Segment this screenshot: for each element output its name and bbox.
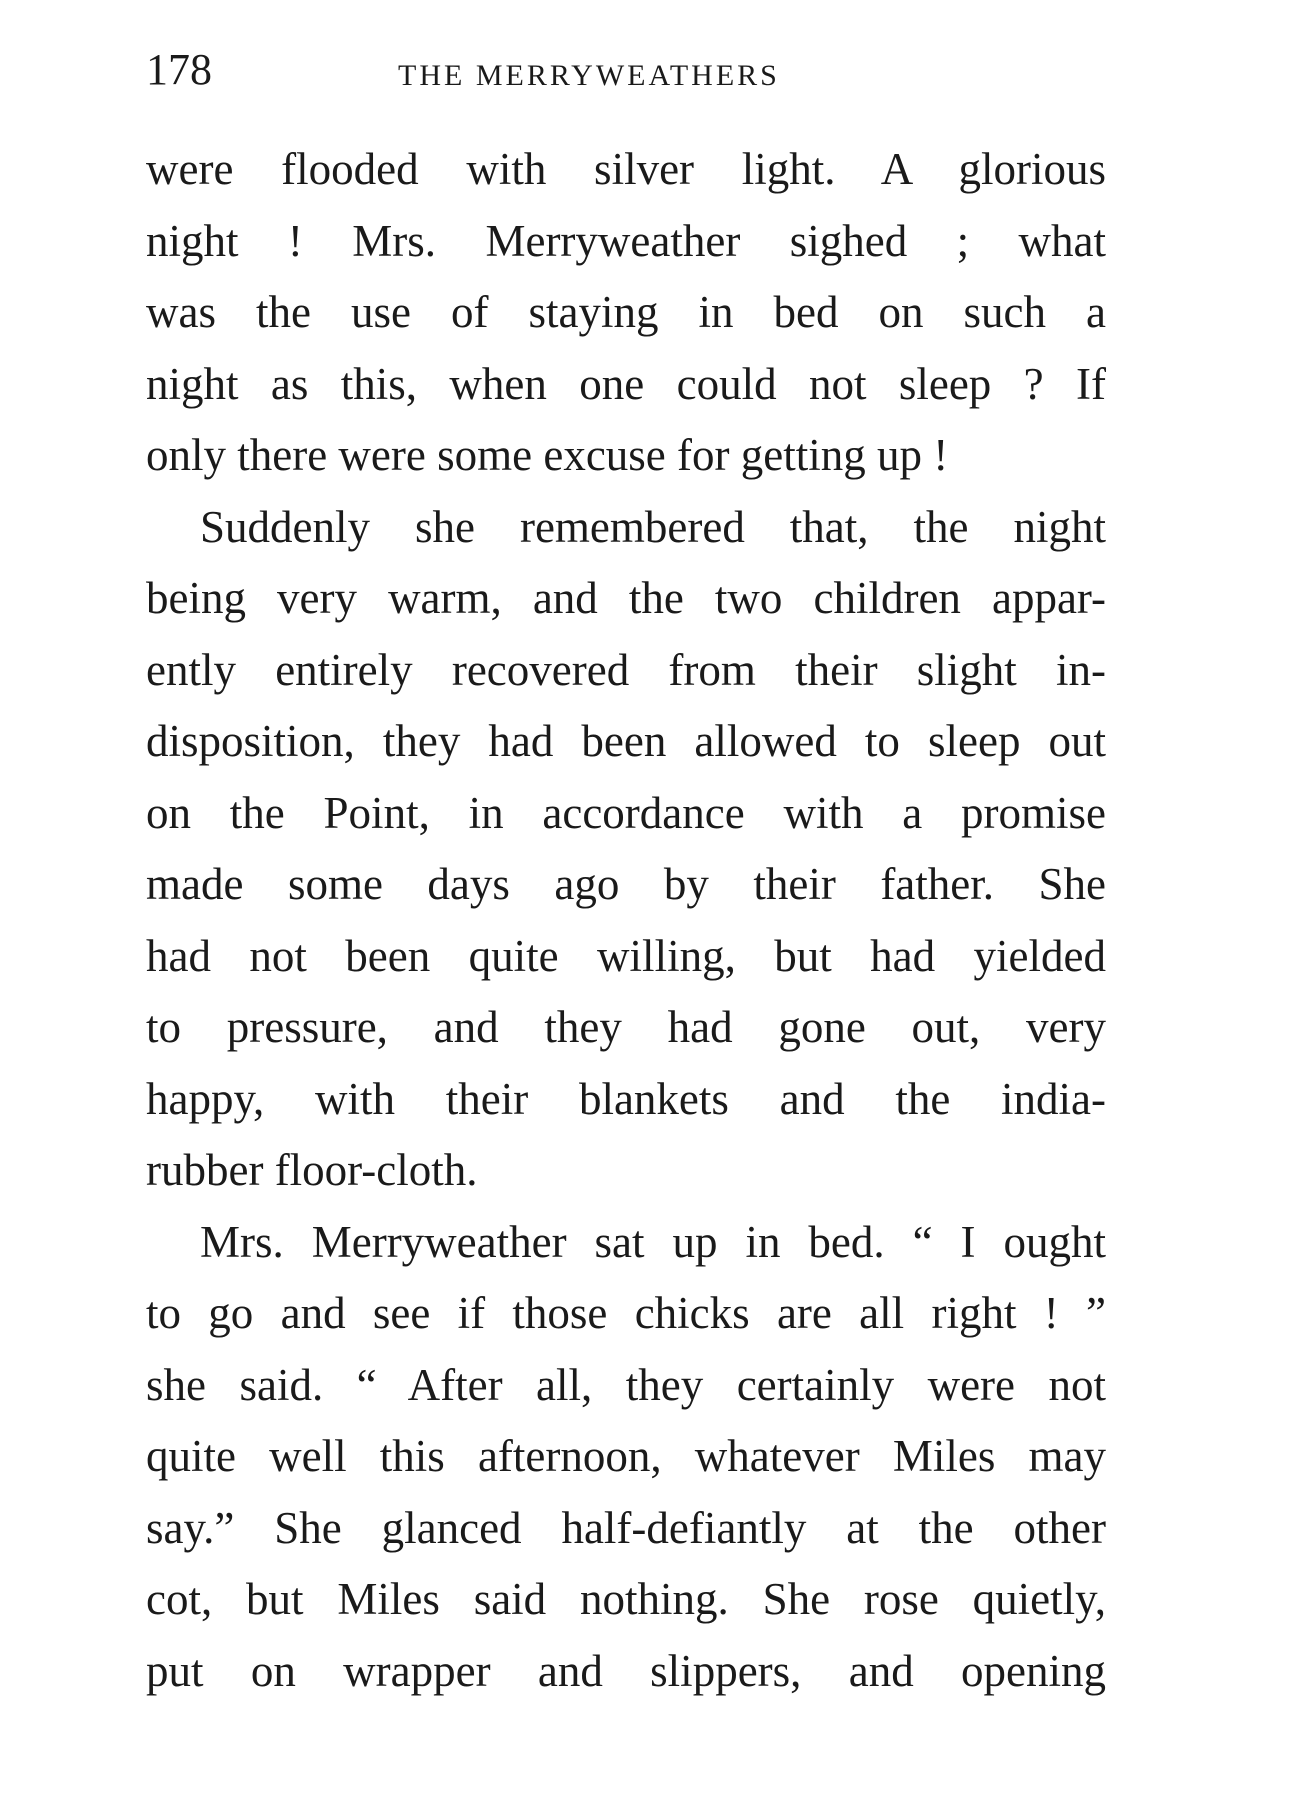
text-line: were flooded with silver light. A glorious xyxy=(146,144,1106,194)
text-line: on the Point, in accordance with a promise xyxy=(146,787,1106,838)
text-line: put on wrapper and slippers, and opening xyxy=(146,1645,1106,1696)
body-text xyxy=(146,134,1106,1707)
running-title: THE MERRYWEATHERS xyxy=(398,59,780,92)
text-line: night as this, when one could not sleep ? If xyxy=(146,358,1106,409)
text-line: was the use of staying in bed on such a xyxy=(146,287,1106,337)
text-line: to pressure, and they had gone out, very xyxy=(146,1002,1106,1052)
text-line: Mrs. Merryweather sat up in bed. “ I ought xyxy=(200,1216,1106,1267)
text-line: quite well this afternoon, whatever Miles may xyxy=(146,1431,1106,1481)
running-head xyxy=(146,40,1106,100)
text-line: disposition, they had been allowed to sleep out xyxy=(146,716,1106,766)
text-line: ently entirely recovered from their slight in- xyxy=(146,644,1106,695)
text-line: made some days ago by their father. She xyxy=(146,859,1106,909)
text-line: being very warm, and the two children appar- xyxy=(146,573,1106,623)
text-line: happy, with their blankets and the india- xyxy=(146,1073,1106,1124)
page-number: 178 xyxy=(146,45,212,94)
text-line: rubber floor-cloth. xyxy=(146,1145,478,1195)
text-line: had not been quite willing, but had yielded xyxy=(146,930,1106,981)
text-line: Suddenly she remembered that, the night xyxy=(200,501,1106,552)
text-line: to go and see if those chicks are all right ! ” xyxy=(146,1288,1106,1338)
text-line: night ! Mrs. Merryweather sighed ; what xyxy=(146,215,1106,266)
text-line: only there were some excuse for getting up ! xyxy=(146,430,949,480)
text-line: say.” She glanced half-defiantly at the other xyxy=(146,1502,1106,1553)
text-line: cot, but Miles said nothing. She rose quietly, xyxy=(146,1574,1106,1624)
text-line: she said. “ After all, they certainly were not xyxy=(146,1359,1106,1410)
